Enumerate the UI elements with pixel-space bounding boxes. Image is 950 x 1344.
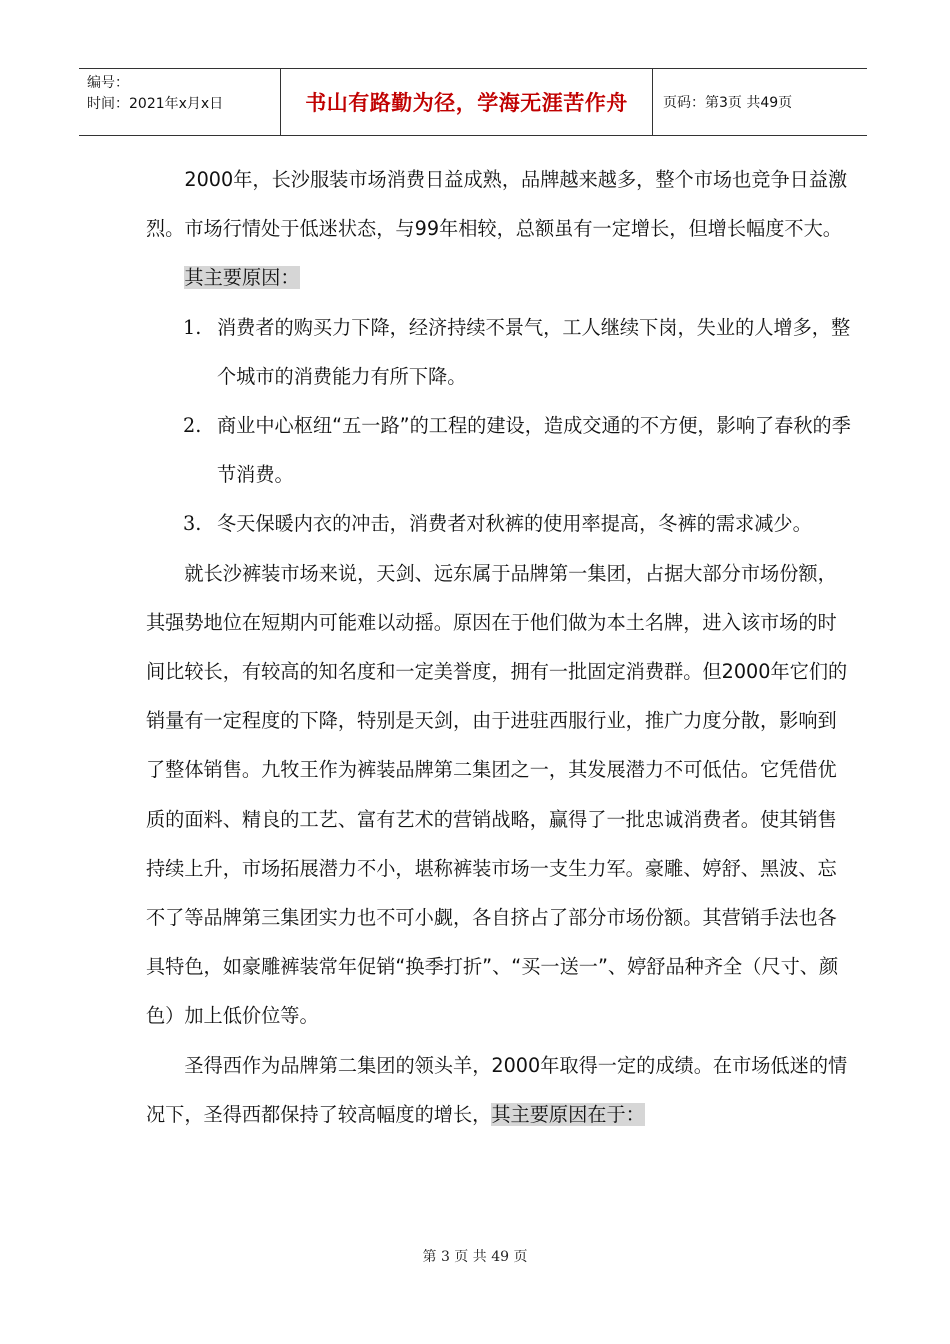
list-text: 消费者的购买力下降，经济持续不景气，工人继续下岗，失业的人增多，整个城市的消费能力有所下降。 xyxy=(217,315,851,388)
header-table xyxy=(79,68,867,136)
document-time-label: 时间：2021年x月x日 xyxy=(87,96,224,112)
paragraph-shengdexi-highlight: 其主要原因在于： xyxy=(491,1102,645,1126)
list-item xyxy=(146,401,852,499)
paragraph-market-overview: 2000年，长沙服装市场消费日益成熟，品牌越来越多，整个市场也竞争日益激烈。市场行情处于低迷状态，与99年相较，总额虽有一定增长，但增长幅度不大。 xyxy=(146,168,848,241)
list-number: 2. xyxy=(183,414,202,438)
list-text: 冬天保暖内衣的冲击，消费者对秋裤的使用率提高，冬裤的需求减少。 xyxy=(217,512,812,536)
page-footer: 第 3 页 共 49 页 xyxy=(422,1249,528,1265)
header-motto: 书山有路勤为径，学海无涯苦作舟 xyxy=(305,90,628,115)
document-body xyxy=(146,155,852,1139)
header-meta xyxy=(87,73,223,115)
paragraph-shengdexi xyxy=(146,1041,852,1139)
list-number: 3. xyxy=(183,512,202,536)
paragraph-shengdexi-text: 圣得西作为品牌第二集团的领头羊，2000年取得一定的成绩。在市场低迷的情况下，圣得西都保持了较高幅度的增长， xyxy=(146,1053,848,1126)
header-divider xyxy=(652,69,653,135)
list-number: 1. xyxy=(183,315,202,339)
paragraph-pants-market: 就长沙裤装市场来说，天剑、远东属于品牌第一集团，占据大部分市场份额，其强势地位在短期内可能难以动摇。原因在于他们做为本土名牌，进入该市场的时间比较长，有较高的知名度和一定美誉度，拥有一批固定消费群。但2000年它们的销量有一定程度的下降，特别是天剑，由于进驻西服行业，推广力度分散，影响到了整体销售。九牧王作为裤装品牌第二集团之一，其发展潜力不可低估。它凭借优质的面料、精良的工艺、富有艺术的营销战略，赢得了一批忠诚消费者。使其销售持续上升，市场拓展潜力不小，堪称裤装市场一支生力军。豪雕、婷舒、黑波、忘不了等品牌第三集团实力也不可小觑，各自挤占了部分市场份额。其营销手法也各具特色，如豪雕裤装常年促销“换季打折”、“买一送一”、婷舒品种齐全（尺寸、颜色）加上低价位等。 xyxy=(146,561,848,1028)
list-item xyxy=(146,303,852,401)
header-page-label: 页码：第3页 共49页 xyxy=(663,95,793,111)
reasons-heading-line xyxy=(146,253,852,302)
list-text: 商业中心枢纽“五一路”的工程的建设，造成交通的不方便，影响了春秋的季节消费。 xyxy=(217,414,851,487)
document-number-label: 编号： xyxy=(87,75,129,91)
list-item xyxy=(146,499,852,548)
reasons-heading: 其主要原因： xyxy=(184,266,300,290)
